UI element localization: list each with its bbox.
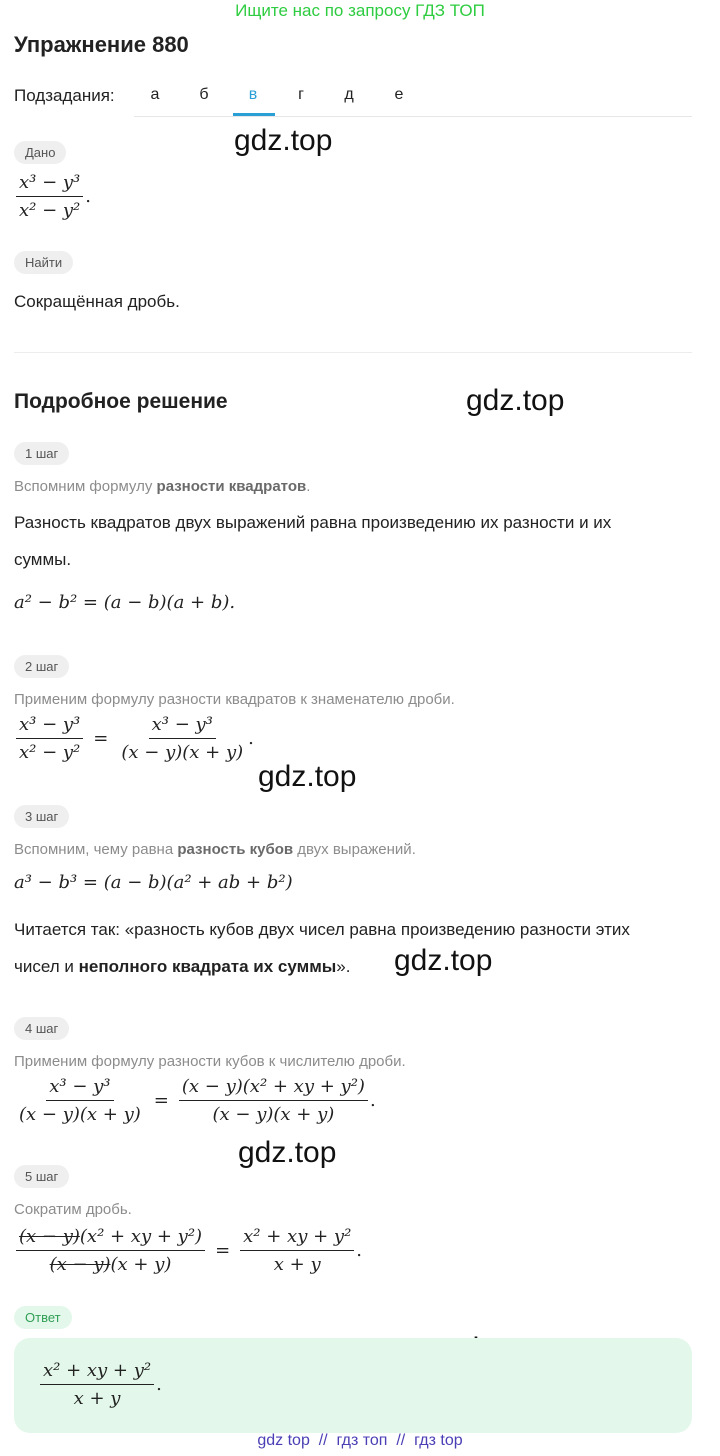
active-tab-indicator — [233, 113, 275, 116]
step-3-badge: 3 шаг — [14, 805, 69, 828]
step-5-hint: Сократим дробь. — [14, 1201, 132, 1218]
subtasks-label: Подзадания: — [14, 86, 115, 105]
step-5-rhs-numerator: x² + xy + y² — [240, 1226, 354, 1251]
watermark: gdz.top — [234, 124, 333, 157]
section-divider — [14, 352, 692, 353]
page-title: Упражнение 880 — [14, 32, 189, 57]
step-5-denominator-rest: (x + y) — [110, 1254, 172, 1275]
given-badge: Дано — [14, 141, 66, 164]
solution-heading: Подробное решение — [14, 390, 228, 413]
footer-link[interactable]: гдз top — [414, 1432, 463, 1449]
given-period: . — [85, 186, 92, 207]
step-4-formula: $\frac{\text{x³ − y³}}{(x - y)(x + y)}$ = $\frac{\text{(x − y)(x² + xy + y²)}}{(x - y)(x + y)}$ . — [14, 1076, 376, 1125]
find-text: Сокращённая дробь. — [14, 292, 180, 311]
step-4-lhs-denominator: (x − y)(x + y) — [19, 1104, 141, 1125]
answer-numerator: x² + xy + y² — [40, 1360, 154, 1385]
watermark: gdz.top — [238, 1136, 337, 1169]
step-3-formula: a³ − b³ = (a − b)(a² + ab + b²) — [14, 872, 293, 893]
step-3-text-term: неполного квадрата их суммы — [78, 957, 337, 976]
step-3-hint-term: разность кубов — [177, 841, 294, 858]
watermark: gdz.top — [394, 944, 493, 977]
step-5-cancelled-factor: (x − y) — [49, 1254, 111, 1275]
tab-d[interactable]: д — [344, 86, 354, 103]
footer-links — [0, 1432, 720, 1450]
step-5-numerator-rest: (x² + xy + y²) — [79, 1226, 203, 1247]
step-4-badge: 4 шаг — [14, 1017, 69, 1040]
step-5-rhs-denominator: x + y — [273, 1254, 321, 1275]
watermark: gdz.top — [258, 760, 357, 793]
step-2-formula: $\frac{\text{x³ − y³}}{\text{x² − y²}}$ = $\frac{\text{x³ − y³}}{(x - y)(x + y)}$ . — [14, 714, 254, 763]
step-5-cancelled-factor: (x − y) — [19, 1226, 80, 1247]
step-5-formula: $\frac{\text{(x − y)(x² + xy + y²)}}{(x - y)(x + y)}$ = $\frac{\text{x² + xy + y²}}{x + y}$ . — [14, 1226, 362, 1275]
step-4-lhs-numerator: x³ − y³ — [46, 1076, 113, 1101]
step-2-lhs-denominator: x² − y² — [19, 742, 81, 763]
answer-expression: $\frac{\text{x² + xy + y²}}{x + y}$ . — [38, 1360, 162, 1409]
step-1-badge: 1 шаг — [14, 442, 69, 465]
step-2-rhs-numerator: x³ − y³ — [149, 714, 216, 739]
tab-g[interactable]: г — [298, 86, 304, 103]
footer-separator: // — [396, 1432, 406, 1449]
watermark: gdz.top — [466, 384, 565, 417]
step-2-badge: 2 шаг — [14, 655, 69, 678]
step-1-hint-term: разности квадратов — [156, 478, 307, 495]
step-1-text-line-2: суммы. — [14, 550, 72, 569]
step-4-hint: Применим формулу разности кубов к числителю дроби. — [14, 1053, 406, 1070]
step-1-text-line-1: Разность квадратов двух выражений равна произведению их разности и их — [14, 513, 612, 532]
subtasks-divider — [134, 116, 692, 117]
footer-separator: // — [318, 1432, 328, 1449]
tab-v[interactable]: в — [248, 86, 258, 103]
answer-denominator: x + y — [73, 1388, 121, 1409]
find-badge: Найти — [14, 251, 73, 274]
step-5-badge: 5 шаг — [14, 1165, 69, 1188]
promo-banner: Ищите нас по запросу ГДЗ ТОП — [235, 1, 485, 20]
step-2-hint: Применим формулу разности квадратов к знаменателю дроби. — [14, 691, 455, 708]
step-4-rhs-denominator: (x − y)(x + y) — [212, 1104, 335, 1125]
step-2-rhs-denominator: (x − y)(x + y) — [121, 742, 244, 763]
footer-link[interactable]: гдз топ — [336, 1432, 388, 1449]
step-1-formula: a² − b² = (a − b)(a + b). — [14, 592, 236, 613]
step-1-hint: Вспомним формулу разности квадратов. — [14, 478, 311, 495]
tab-a[interactable]: а — [150, 86, 160, 103]
step-4-rhs-numerator: (x − y)(x² + xy + y²) — [179, 1076, 368, 1101]
step-2-lhs-numerator: x³ − y³ — [16, 714, 83, 739]
tab-e[interactable]: е — [394, 86, 404, 103]
given-numerator: x³ − y³ — [16, 172, 83, 197]
step-3-text-line-2: чисел и неполного квадрата их суммы». — [14, 957, 351, 976]
answer-badge: Ответ — [14, 1306, 72, 1329]
footer-link[interactable]: gdz top — [257, 1432, 310, 1449]
step-3-text-line-1: Читается так: «разность кубов двух чисел равна произведению разности этих — [14, 920, 630, 939]
given-expression — [14, 172, 91, 221]
step-3-hint: Вспомним, чему равна разность кубов двух выражений. — [14, 841, 416, 858]
given-denominator: x² − y² — [19, 200, 81, 221]
tab-b[interactable]: б — [199, 86, 209, 103]
